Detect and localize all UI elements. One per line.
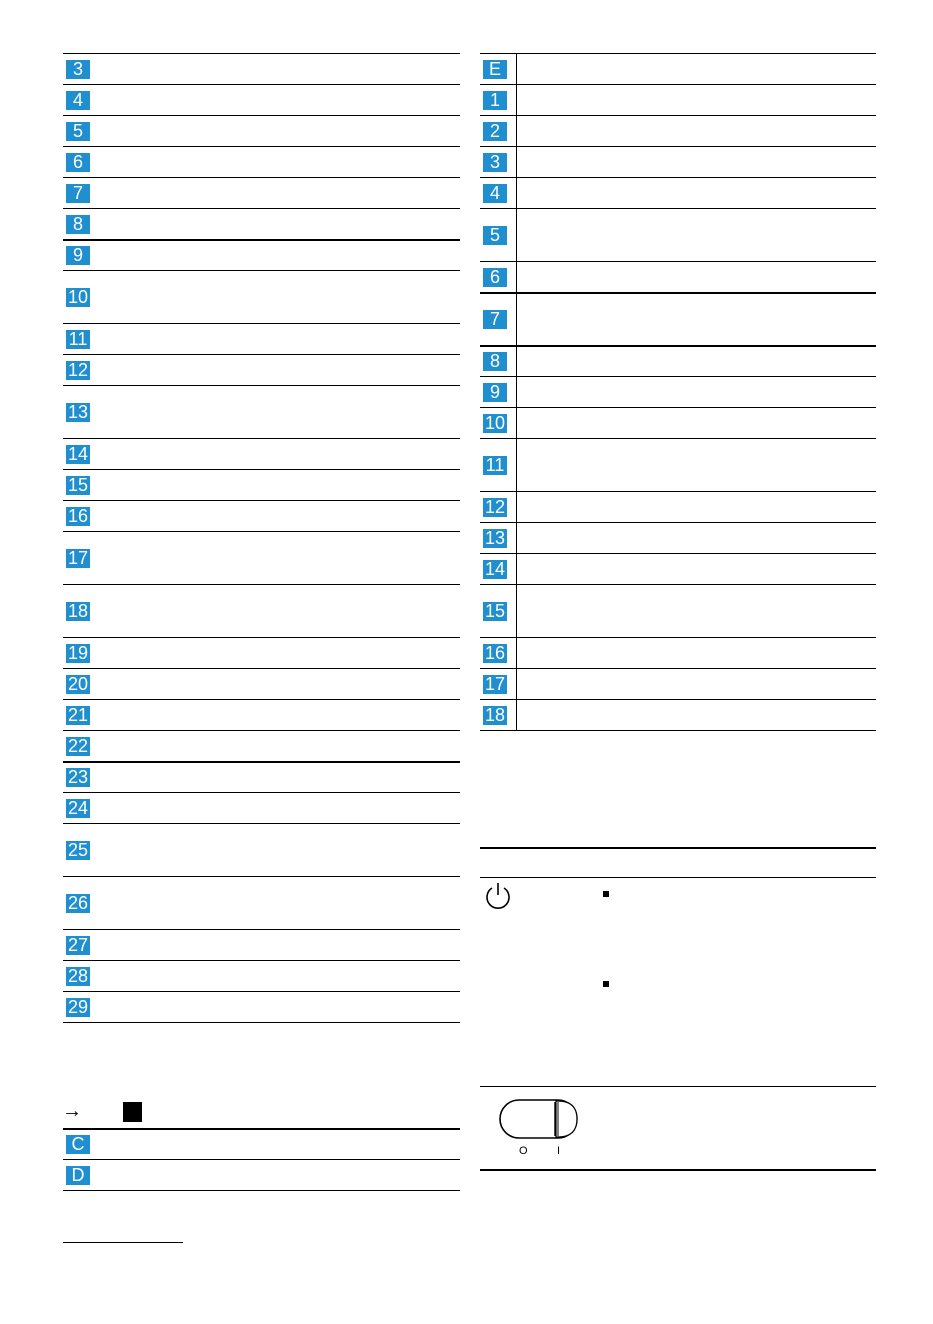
item-number-badge: 13 <box>67 402 89 422</box>
table-bottom-rule <box>63 1190 460 1191</box>
item-number-badge: 4 <box>483 184 507 203</box>
table-row <box>63 991 460 1022</box>
switch-off-label: O <box>519 1145 528 1157</box>
table-row <box>480 261 876 292</box>
switch-table-header-rule <box>480 877 876 878</box>
item-number-badge: 23 <box>67 767 89 787</box>
table-row <box>63 177 460 208</box>
item-number-badge: 14 <box>484 559 506 579</box>
item-number-badge: 5 <box>66 122 90 141</box>
item-number-badge: 15 <box>67 475 89 495</box>
item-number-badge: 3 <box>66 60 90 79</box>
item-number-badge: 28 <box>67 966 89 986</box>
table-row <box>63 531 460 584</box>
table-row <box>63 115 460 146</box>
table-row <box>63 270 460 323</box>
table-row <box>63 385 460 438</box>
table-row <box>480 584 876 637</box>
table-row <box>480 177 876 208</box>
table-row <box>480 53 876 84</box>
item-number-badge: 20 <box>67 674 89 694</box>
bullet-marker <box>603 891 609 897</box>
table-row <box>480 146 876 177</box>
table-row <box>480 292 876 345</box>
table-row <box>480 407 876 438</box>
table-row <box>480 522 876 553</box>
item-number-badge: 17 <box>67 548 89 568</box>
item-number-badge: 4 <box>66 91 90 110</box>
table-row <box>63 208 460 239</box>
table-row <box>480 668 876 699</box>
item-number-badge: 18 <box>484 705 506 725</box>
table-row <box>63 929 460 960</box>
table-row <box>480 115 876 146</box>
table-row <box>63 84 460 115</box>
item-number-badge: 14 <box>67 444 89 464</box>
switch-table <box>480 847 876 1171</box>
table-row <box>63 960 460 991</box>
item-number-badge: 13 <box>484 528 506 548</box>
item-number-badge: 18 <box>67 601 89 621</box>
switch-table-top-rule <box>480 847 876 849</box>
table-row <box>480 699 876 730</box>
switch-on-label: I <box>557 1145 561 1157</box>
table-row <box>63 668 460 699</box>
item-number-badge: 26 <box>67 893 89 913</box>
item-number-badge: 5 <box>483 226 507 245</box>
table-bottom-rule <box>480 730 876 731</box>
table-row <box>63 53 460 84</box>
item-number-badge: 2 <box>483 122 507 141</box>
item-number-badge: 7 <box>66 184 90 203</box>
item-number-badge: 9 <box>483 383 507 402</box>
item-number-badge: E <box>483 60 507 79</box>
item-number-badge: 24 <box>67 798 89 818</box>
table-row <box>63 699 460 730</box>
footnote-rule <box>63 1242 183 1243</box>
table-row <box>63 500 460 531</box>
table-row <box>480 376 876 407</box>
power-icon <box>483 881 513 911</box>
item-number-badge: 21 <box>67 705 89 725</box>
item-number-badge: D <box>66 1166 90 1185</box>
table-row <box>63 354 460 385</box>
bullet-marker <box>603 981 609 987</box>
item-number-badge: 8 <box>483 352 507 371</box>
right-table-divider <box>516 53 517 730</box>
item-number-badge: 16 <box>67 506 89 526</box>
item-number-badge: 29 <box>67 997 89 1017</box>
item-number-badge: 12 <box>67 360 89 380</box>
switch-table-bottom-rule <box>480 1169 876 1171</box>
item-number-badge: 15 <box>484 601 506 621</box>
table-row <box>63 1128 460 1159</box>
table-row <box>63 730 460 761</box>
table-row <box>63 323 460 354</box>
table-row <box>63 792 460 823</box>
item-number-badge: C <box>66 1135 90 1154</box>
table-row <box>63 438 460 469</box>
table-row <box>480 491 876 522</box>
rocker-switch-icon <box>498 1098 580 1162</box>
table-row <box>63 761 460 792</box>
item-number-badge: 19 <box>67 643 89 663</box>
item-number-badge: 7 <box>483 310 507 329</box>
table-row <box>63 239 460 270</box>
item-number-badge: 10 <box>484 413 506 433</box>
legend-arrow: → <box>62 1100 82 1122</box>
table-row <box>480 637 876 668</box>
table-row <box>480 553 876 584</box>
item-number-badge: 6 <box>66 153 90 172</box>
table-row <box>63 146 460 177</box>
item-number-badge: 12 <box>484 497 506 517</box>
table-row <box>63 637 460 668</box>
item-number-badge: 17 <box>484 674 506 694</box>
switch-table-mid-rule <box>480 1086 876 1087</box>
table-row <box>480 345 876 376</box>
item-number-badge: 11 <box>483 456 507 475</box>
item-number-badge: 27 <box>67 935 89 955</box>
table-row <box>63 469 460 500</box>
item-number-badge: 11 <box>66 330 90 349</box>
table-row <box>480 208 876 261</box>
item-number-badge: 10 <box>67 287 89 307</box>
table-row <box>63 876 460 929</box>
item-number-badge: 22 <box>67 736 89 756</box>
table-row <box>480 438 876 491</box>
item-number-badge: 1 <box>483 91 507 110</box>
item-number-badge: 6 <box>483 268 507 287</box>
item-number-badge: 8 <box>66 215 90 234</box>
item-number-badge: 25 <box>67 840 89 860</box>
table-row <box>480 84 876 115</box>
item-number-badge: 3 <box>483 153 507 172</box>
item-number-badge: 16 <box>484 643 506 663</box>
table-row <box>63 823 460 876</box>
legend-black-square <box>123 1102 142 1122</box>
table-bottom-rule <box>63 1022 460 1023</box>
item-number-badge: 9 <box>66 246 90 265</box>
table-row <box>63 1159 460 1190</box>
table-row <box>63 584 460 637</box>
